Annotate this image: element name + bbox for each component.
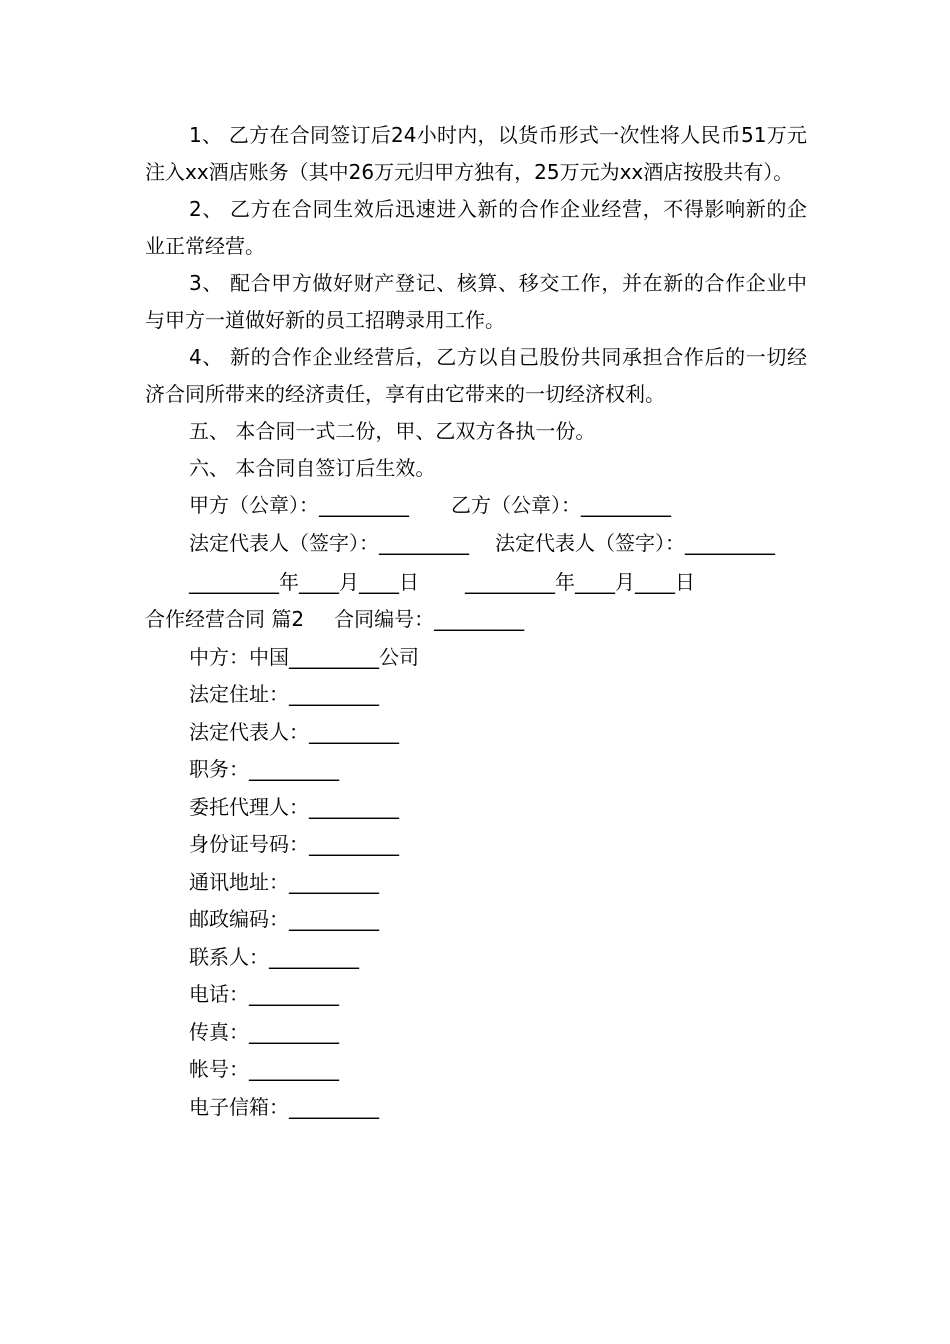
party-a-representative: 法定代表人（签字）：_________ (189, 530, 469, 555)
clause-five: 五、 本合同一式二份，甲、乙双方各执一份。 (189, 419, 596, 443)
contract-number: 合同编号：_________ (334, 607, 525, 631)
party-b-representative: 法定代表人（签字）：_________ (495, 530, 775, 555)
document-body (145, 117, 807, 1126)
field-id-number: 身份证号码：_________ (189, 832, 399, 856)
field-legal-address: 法定住址：_________ (189, 682, 379, 706)
field-position: 职务：_________ (189, 757, 339, 781)
party-a-date: _________年____月____日 (189, 569, 419, 594)
party-a-seal: 甲方（公章）：_________ (189, 493, 409, 517)
clause-3: 3、 配合甲方做好财产登记、核算、移交工作，并在新的合作企业中与甲方一道做好新的员工招聘录用工作。 (145, 271, 807, 332)
party-b-seal: 乙方（公章）：_________ (451, 493, 671, 517)
field-contact-person: 联系人：_________ (189, 944, 359, 969)
clause-2: 2、 乙方在合同生效后迅速进入新的合作企业经营，不得影响新的企业正常经营。 (145, 197, 807, 258)
field-email: 电子信箱：_________ (189, 1094, 379, 1119)
field-agent: 委托代理人：_________ (189, 794, 399, 819)
section-2-header (145, 601, 807, 639)
field-postal-code: 邮政编码：_________ (189, 907, 379, 931)
field-chinese-party: 中方：中国_________公司 (189, 644, 419, 669)
clause-4: 4、 新的合作企业经营后，乙方以自己股份共同承担合作后的一切经济合同所带来的经济责任，享有由它带来的一切经济权利。 (145, 345, 807, 406)
clause-1: 1、 乙方在合同签订后24小时内，以货币形式一次性将人民币51万元注入xx酒店账务（其中26万元归甲方独有，25万元为xx酒店按股共有）。 (145, 123, 807, 184)
field-account: 帐号：_________ (189, 1057, 339, 1081)
field-mailing-address: 通讯地址：_________ (189, 869, 379, 894)
section-2-title: 合作经营合同 篇2 (145, 607, 305, 631)
party-b-date: _________年____月____日 (465, 569, 695, 594)
seal-line (145, 487, 807, 525)
representative-line (145, 525, 807, 562)
field-legal-representative: 法定代表人：_________ (189, 719, 399, 744)
date-line (145, 564, 807, 602)
field-phone: 电话：_________ (189, 982, 339, 1006)
field-fax: 传真：_________ (189, 1019, 339, 1044)
clause-six: 六、 本合同自签订后生效。 (189, 456, 436, 480)
